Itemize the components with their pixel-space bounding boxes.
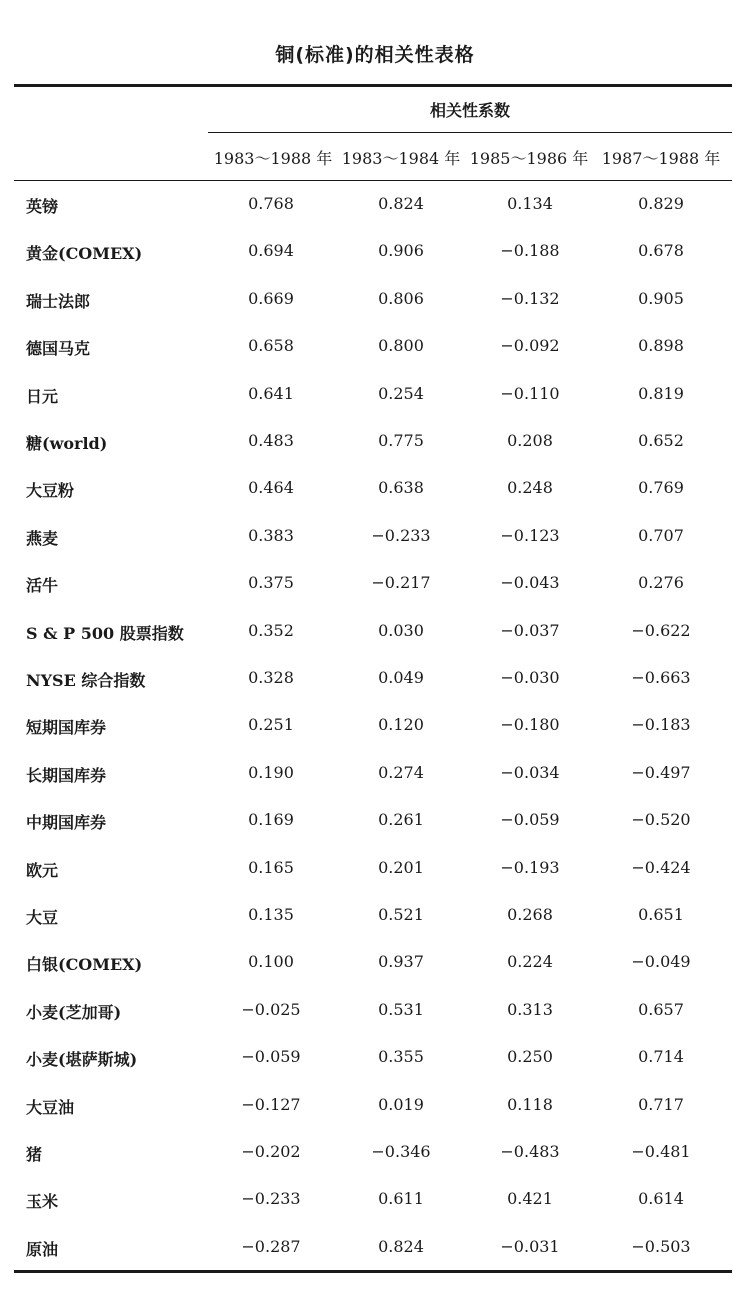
row-value: −0.663 — [631, 668, 691, 687]
row-label: 英镑 — [26, 197, 59, 216]
row-label: 糖(world) — [26, 434, 108, 453]
row-value: −0.424 — [631, 857, 691, 877]
column-header-1983-1988: 1983～1988 年 — [213, 149, 333, 168]
row-value: −0.193 — [500, 857, 560, 877]
row-label: 日元 — [26, 386, 59, 406]
table-row — [0, 526, 750, 556]
table-row — [0, 336, 750, 366]
row-value: 0.030 — [378, 620, 424, 640]
table-row — [0, 573, 750, 603]
row-value: 0.375 — [248, 573, 294, 593]
row-value: 0.254 — [378, 383, 424, 403]
table-row — [0, 810, 750, 840]
row-value: −0.123 — [500, 525, 560, 545]
row-label: 欧元 — [26, 860, 59, 880]
row-value: 0.250 — [507, 1047, 553, 1067]
row-value: 0.611 — [378, 1189, 424, 1209]
row-value: 0.707 — [638, 525, 684, 545]
row-value: 0.651 — [638, 905, 684, 924]
group-header-rule — [208, 132, 732, 133]
row-value: −0.025 — [241, 999, 301, 1019]
row-value: 0.898 — [638, 336, 684, 356]
row-label: 小麦(堪萨斯城) — [26, 1050, 138, 1070]
table-row — [0, 905, 750, 935]
row-value: 0.019 — [378, 1094, 424, 1114]
row-value: −0.233 — [241, 1189, 301, 1209]
table-row — [0, 1237, 750, 1267]
row-value: 0.352 — [248, 620, 294, 640]
row-value: 0.669 — [248, 288, 294, 308]
row-value: 0.521 — [378, 905, 424, 924]
row-value: 0.313 — [507, 999, 553, 1019]
row-value: −0.346 — [371, 1142, 431, 1161]
row-label: 白银(COMEX) — [26, 955, 143, 975]
table-row — [0, 715, 750, 745]
row-value: −0.520 — [631, 810, 691, 830]
row-value: 0.134 — [507, 194, 553, 213]
row-value: 0.483 — [248, 431, 294, 450]
row-value: 0.248 — [507, 478, 553, 498]
row-value: −0.497 — [631, 762, 691, 782]
row-value: 0.652 — [638, 431, 684, 450]
row-value: 0.464 — [248, 478, 294, 498]
table-row — [0, 858, 750, 888]
row-value: 0.268 — [507, 905, 553, 924]
row-value: 0.678 — [638, 241, 684, 261]
row-value: −0.202 — [241, 1142, 301, 1161]
row-value: −0.092 — [500, 336, 560, 356]
table-row — [0, 1142, 750, 1172]
header-rule — [14, 180, 732, 181]
group-header: 相关性系数 — [429, 101, 510, 120]
row-value: −0.127 — [241, 1094, 301, 1114]
row-value: 0.806 — [378, 288, 424, 308]
row-label: 活牛 — [26, 576, 59, 596]
row-value: −0.481 — [631, 1142, 691, 1161]
row-value: 0.824 — [378, 1236, 424, 1256]
row-value: 0.169 — [248, 810, 294, 830]
row-label: 大豆油 — [26, 1097, 75, 1117]
table-row — [0, 952, 750, 982]
row-value: 0.937 — [378, 952, 424, 972]
table-row — [0, 1189, 750, 1219]
row-value: −0.037 — [500, 620, 560, 640]
row-value: 0.328 — [248, 668, 294, 687]
table-row — [0, 621, 750, 651]
table-row — [0, 241, 750, 271]
bottom-rule — [14, 1270, 732, 1273]
row-value: 0.641 — [248, 383, 294, 403]
row-value: 0.905 — [638, 288, 684, 308]
table-row — [0, 763, 750, 793]
row-value: 0.638 — [378, 478, 424, 498]
row-value: −0.034 — [500, 762, 560, 782]
row-value: −0.132 — [500, 288, 560, 308]
row-value: 0.120 — [378, 715, 424, 735]
row-value: 0.190 — [248, 762, 294, 782]
row-label: 大豆粉 — [26, 481, 75, 501]
row-value: 0.421 — [507, 1189, 553, 1209]
table-row — [0, 1047, 750, 1077]
top-rule — [14, 84, 732, 87]
row-value: 0.355 — [378, 1047, 424, 1067]
row-value: 0.100 — [248, 952, 294, 972]
row-value: −0.287 — [241, 1236, 301, 1256]
row-value: 0.657 — [638, 999, 684, 1019]
row-value: −0.043 — [500, 573, 560, 593]
column-header-1983-1984: 1983～1984 年 — [341, 149, 461, 168]
row-label: 燕麦 — [26, 528, 59, 548]
row-value: 0.224 — [507, 952, 553, 972]
table-row — [0, 1000, 750, 1030]
row-value: 0.531 — [378, 999, 424, 1019]
row-label: 长期国库券 — [26, 765, 107, 785]
row-value: −0.059 — [241, 1047, 301, 1067]
row-value: 0.717 — [638, 1094, 684, 1114]
row-value: −0.110 — [500, 383, 560, 403]
row-value: 0.769 — [638, 478, 684, 498]
row-label: 玉米 — [26, 1192, 59, 1212]
row-value: −0.183 — [631, 715, 691, 735]
row-label: 大豆 — [26, 908, 59, 927]
row-value: 0.165 — [248, 857, 294, 877]
row-value: −0.483 — [500, 1142, 560, 1161]
row-value: 0.261 — [378, 810, 424, 830]
row-label: 小麦(芝加哥) — [26, 1002, 122, 1022]
row-value: 0.819 — [638, 383, 684, 403]
table-row — [0, 384, 750, 414]
table-title: 铜(标准)的相关性表格 — [275, 44, 475, 66]
table-row — [0, 478, 750, 508]
row-value: 0.614 — [638, 1189, 684, 1209]
row-value: 0.906 — [378, 241, 424, 261]
row-value: −0.030 — [500, 668, 560, 687]
row-value: 0.135 — [248, 905, 294, 924]
table-row — [0, 1095, 750, 1125]
row-value: −0.188 — [500, 241, 560, 261]
row-value: 0.049 — [378, 668, 424, 687]
row-value: −0.031 — [500, 1236, 560, 1256]
row-value: 0.800 — [378, 336, 424, 356]
column-header-1987-1988: 1987～1988 年 — [601, 149, 721, 168]
row-label: 中期国库券 — [26, 813, 107, 833]
row-label: NYSE 综合指数 — [26, 671, 146, 690]
row-label: 德国马克 — [26, 339, 91, 359]
row-value: −0.180 — [500, 715, 560, 735]
row-value: 0.714 — [638, 1047, 684, 1067]
row-value: −0.059 — [500, 810, 560, 830]
row-value: 0.383 — [248, 525, 294, 545]
row-label: 原油 — [26, 1239, 59, 1259]
table-row — [0, 194, 750, 224]
row-label: 短期国库券 — [26, 718, 107, 738]
row-value: 0.208 — [507, 431, 553, 450]
row-value: 0.768 — [248, 194, 294, 213]
table-row — [0, 431, 750, 461]
row-value: 0.694 — [248, 241, 294, 261]
row-value: −0.049 — [631, 952, 691, 972]
row-value: −0.503 — [631, 1236, 691, 1256]
row-label: S & P 500 股票指数 — [26, 623, 184, 643]
row-label: 瑞士法郎 — [26, 291, 91, 311]
row-value: 0.118 — [507, 1094, 553, 1114]
row-value: 0.201 — [378, 857, 424, 877]
row-label: 猪 — [26, 1145, 43, 1164]
row-value: 0.251 — [248, 715, 294, 735]
row-value: 0.276 — [638, 573, 684, 593]
row-value: −0.233 — [371, 525, 431, 545]
row-label: 黄金(COMEX) — [26, 244, 143, 264]
row-value: −0.217 — [371, 573, 431, 593]
row-value: −0.622 — [631, 620, 691, 640]
table-row — [0, 289, 750, 319]
row-value: 0.775 — [378, 431, 424, 450]
table-row — [0, 668, 750, 698]
row-value: 0.658 — [248, 336, 294, 356]
row-value: 0.829 — [638, 194, 684, 213]
row-value: 0.824 — [378, 194, 424, 213]
column-header-1985-1986: 1985～1986 年 — [469, 149, 589, 168]
row-value: 0.274 — [378, 762, 424, 782]
